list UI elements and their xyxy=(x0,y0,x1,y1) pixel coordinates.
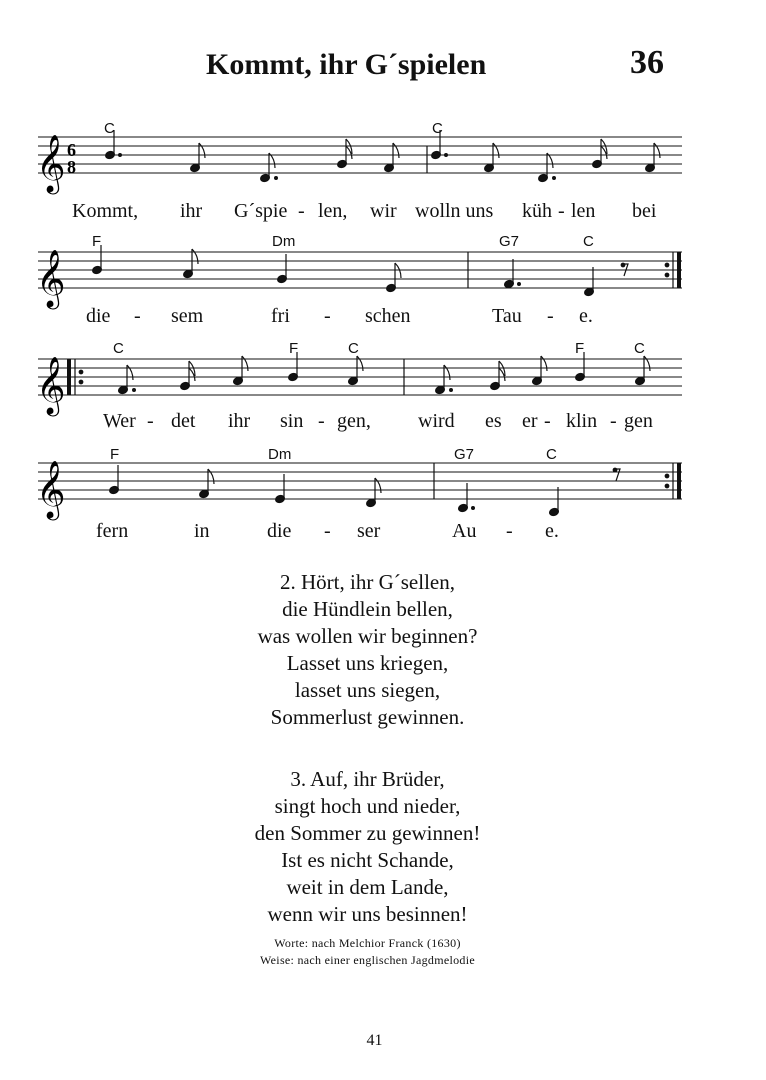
verse-3 xyxy=(0,766,735,928)
page-number: 41 xyxy=(366,1032,383,1049)
chord-symbol: C xyxy=(583,233,594,250)
verse-line: was wollen wir beginnen? xyxy=(257,624,478,648)
lyric-syllable: fri xyxy=(271,305,290,327)
verse-line: die Hündlein bellen, xyxy=(282,597,453,621)
lyrics-line-2 xyxy=(86,305,593,327)
lyric-syllable: - xyxy=(318,410,325,432)
lyric-syllable: Tau xyxy=(492,305,522,327)
lyric-syllable: G´spie xyxy=(234,200,288,222)
treble-clef-icon: 𝄞 xyxy=(36,357,66,413)
lyric-syllable: wir xyxy=(370,200,397,222)
time-signature-bottom: 8 xyxy=(67,157,76,177)
chord-symbol: F xyxy=(575,340,585,357)
lyric-syllable: - xyxy=(506,520,513,542)
chord-symbol: C xyxy=(104,120,115,137)
credit-melody: Weise: nach einer englischen Jagdmelodie xyxy=(260,953,475,967)
lyric-syllable: er xyxy=(522,410,538,432)
lyric-syllable: ihr xyxy=(180,200,203,222)
music-system-3 xyxy=(0,334,766,440)
verse-line: 3. Auf, ihr Brüder, xyxy=(290,767,445,791)
lyrics-line-4 xyxy=(96,520,559,542)
lyric-syllable: sem xyxy=(171,305,204,327)
treble-clef-icon: 𝄞 xyxy=(36,250,66,306)
notes xyxy=(92,245,681,297)
lyric-syllable: - xyxy=(134,305,141,327)
lyric-syllable: ser xyxy=(357,520,381,542)
chord-symbol: C xyxy=(432,120,443,137)
lyric-syllable: die xyxy=(267,520,292,542)
verse-line: Lasset uns kriegen, xyxy=(286,651,449,675)
chord-symbol: C xyxy=(113,340,124,357)
lyric-syllable: schen xyxy=(365,305,411,327)
lyric-syllable: Au xyxy=(452,520,477,542)
chord-symbol: F xyxy=(110,446,120,463)
lyric-syllable: Kommt, xyxy=(72,200,139,222)
music-system-4 xyxy=(0,440,766,544)
chord-symbol: G7 xyxy=(454,446,475,463)
lyric-syllable: fern xyxy=(96,520,129,542)
chord-symbol: F xyxy=(289,340,299,357)
verse-2 xyxy=(0,569,735,731)
song-number: 36 xyxy=(630,44,664,81)
treble-clef-icon: 𝄞 xyxy=(36,135,66,191)
verse-line: weit in dem Lande, xyxy=(286,875,449,899)
chord-symbol: C xyxy=(634,340,645,357)
chord-symbol: Dm xyxy=(272,233,296,250)
chord-symbol: Dm xyxy=(268,446,292,463)
chord-symbol: G7 xyxy=(499,233,520,250)
chord-symbol: C xyxy=(546,446,557,463)
notes xyxy=(105,130,660,183)
song-title: Kommt, ihr G´spielen xyxy=(206,48,487,81)
lyric-syllable: wird xyxy=(418,410,455,432)
lyric-syllable: sin xyxy=(280,410,304,432)
lyric-syllable: - xyxy=(544,410,551,432)
lyric-syllable: len, xyxy=(318,200,348,222)
lyric-syllable: e. xyxy=(579,305,593,327)
lyric-syllable: - xyxy=(547,305,554,327)
verse-line: singt hoch und nieder, xyxy=(274,794,461,818)
lyric-syllable: - xyxy=(610,410,617,432)
lyric-syllable: gen xyxy=(624,410,653,432)
lyric-syllable: in xyxy=(194,520,210,542)
notes xyxy=(118,352,650,395)
lyric-syllable: e. xyxy=(545,520,559,542)
lyric-syllable: det xyxy=(171,410,196,432)
lyric-syllable: - xyxy=(147,410,154,432)
lyric-syllable: ihr xyxy=(228,410,251,432)
verse-line: lasset uns siegen, xyxy=(294,678,441,702)
lyric-syllable: len xyxy=(571,200,596,222)
lyric-syllable: es xyxy=(485,410,502,432)
chord-symbol: F xyxy=(92,233,102,250)
lyric-syllable: - xyxy=(324,520,331,542)
lyric-syllable: wolln uns xyxy=(415,200,494,222)
music-system-2 xyxy=(0,228,766,332)
lyrics-line-1 xyxy=(72,200,657,222)
treble-clef-icon: 𝄞 xyxy=(36,461,66,517)
lyric-syllable: Wer xyxy=(103,410,136,432)
verse-line: Ist es nicht Schande, xyxy=(281,848,454,872)
lyric-syllable: - xyxy=(558,200,565,222)
lyric-syllable: gen, xyxy=(337,410,371,432)
credits xyxy=(0,935,735,969)
verse-line: Sommerlust gewinnen. xyxy=(270,705,465,729)
credit-words: Worte: nach Melchior Franck (1630) xyxy=(274,936,461,950)
chord-symbol: C xyxy=(348,340,359,357)
lyric-syllable: - xyxy=(324,305,331,327)
verse-line: den Sommer zu gewinnen! xyxy=(254,821,481,845)
verse-line: wenn wir uns besinnen! xyxy=(267,902,468,926)
verse-line: 2. Hört, ihr G´sellen, xyxy=(280,570,455,594)
lyric-syllable: die xyxy=(86,305,111,327)
lyric-syllable: bei xyxy=(632,200,657,222)
lyric-syllable: klin xyxy=(566,410,598,432)
music-system-1 xyxy=(0,118,766,228)
lyric-syllable: küh xyxy=(522,200,552,222)
lyrics-line-3 xyxy=(103,410,653,432)
time-signature-top: 6 xyxy=(67,140,76,160)
lyric-syllable: - xyxy=(298,200,305,222)
